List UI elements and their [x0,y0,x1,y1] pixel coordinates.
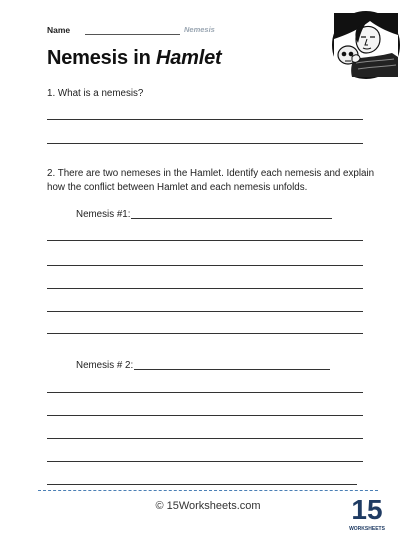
title-italic: Hamlet [155,47,222,69]
badge-number: 15 [351,494,383,525]
hamlet-skull-icon [334,13,398,77]
question-1: 1. What is a nemesis? [47,88,144,99]
title-main: Nemesis in [47,47,156,69]
name-label: Name [47,25,71,35]
answer-line-n2-2[interactable] [47,415,363,416]
page-title [47,47,221,70]
nemesis-2-field[interactable] [134,369,330,370]
answer-line-n2-1[interactable] [47,392,363,393]
badge-text: WORKSHEETS [349,526,385,532]
worksheets-logo [349,492,385,534]
answer-line-n2-4[interactable] [47,461,363,462]
answer-line-n1-1[interactable] [47,240,363,241]
nemesis-1-label: Nemesis #1: [76,209,131,220]
answer-line-n1-5[interactable] [47,333,363,334]
topic-label: Nemesis [184,25,215,34]
hamlet-skull-illustration [332,11,400,79]
footer-copyright: © 15Worksheets.com [155,500,261,512]
footer-divider [38,490,378,491]
answer-line-n1-2[interactable] [47,265,363,266]
answer-line-q1-2[interactable] [47,143,363,144]
worksheets-logo-icon [349,492,385,534]
name-field[interactable] [85,34,180,35]
nemesis-2-label: Nemesis # 2: [76,360,134,371]
nemesis-1-field[interactable] [131,218,332,219]
answer-line-n2-3[interactable] [47,438,363,439]
question-2: 2. There are two nemeses in the Hamlet. Identify each nemesis and explain how the conflict between Hamlet and each nemesis unfolds. [47,168,375,193]
answer-line-n1-3[interactable] [47,288,363,289]
answer-line-n1-4[interactable] [47,311,363,312]
answer-line-q1-1[interactable] [47,119,363,120]
answer-line-n2-5[interactable] [47,484,357,485]
